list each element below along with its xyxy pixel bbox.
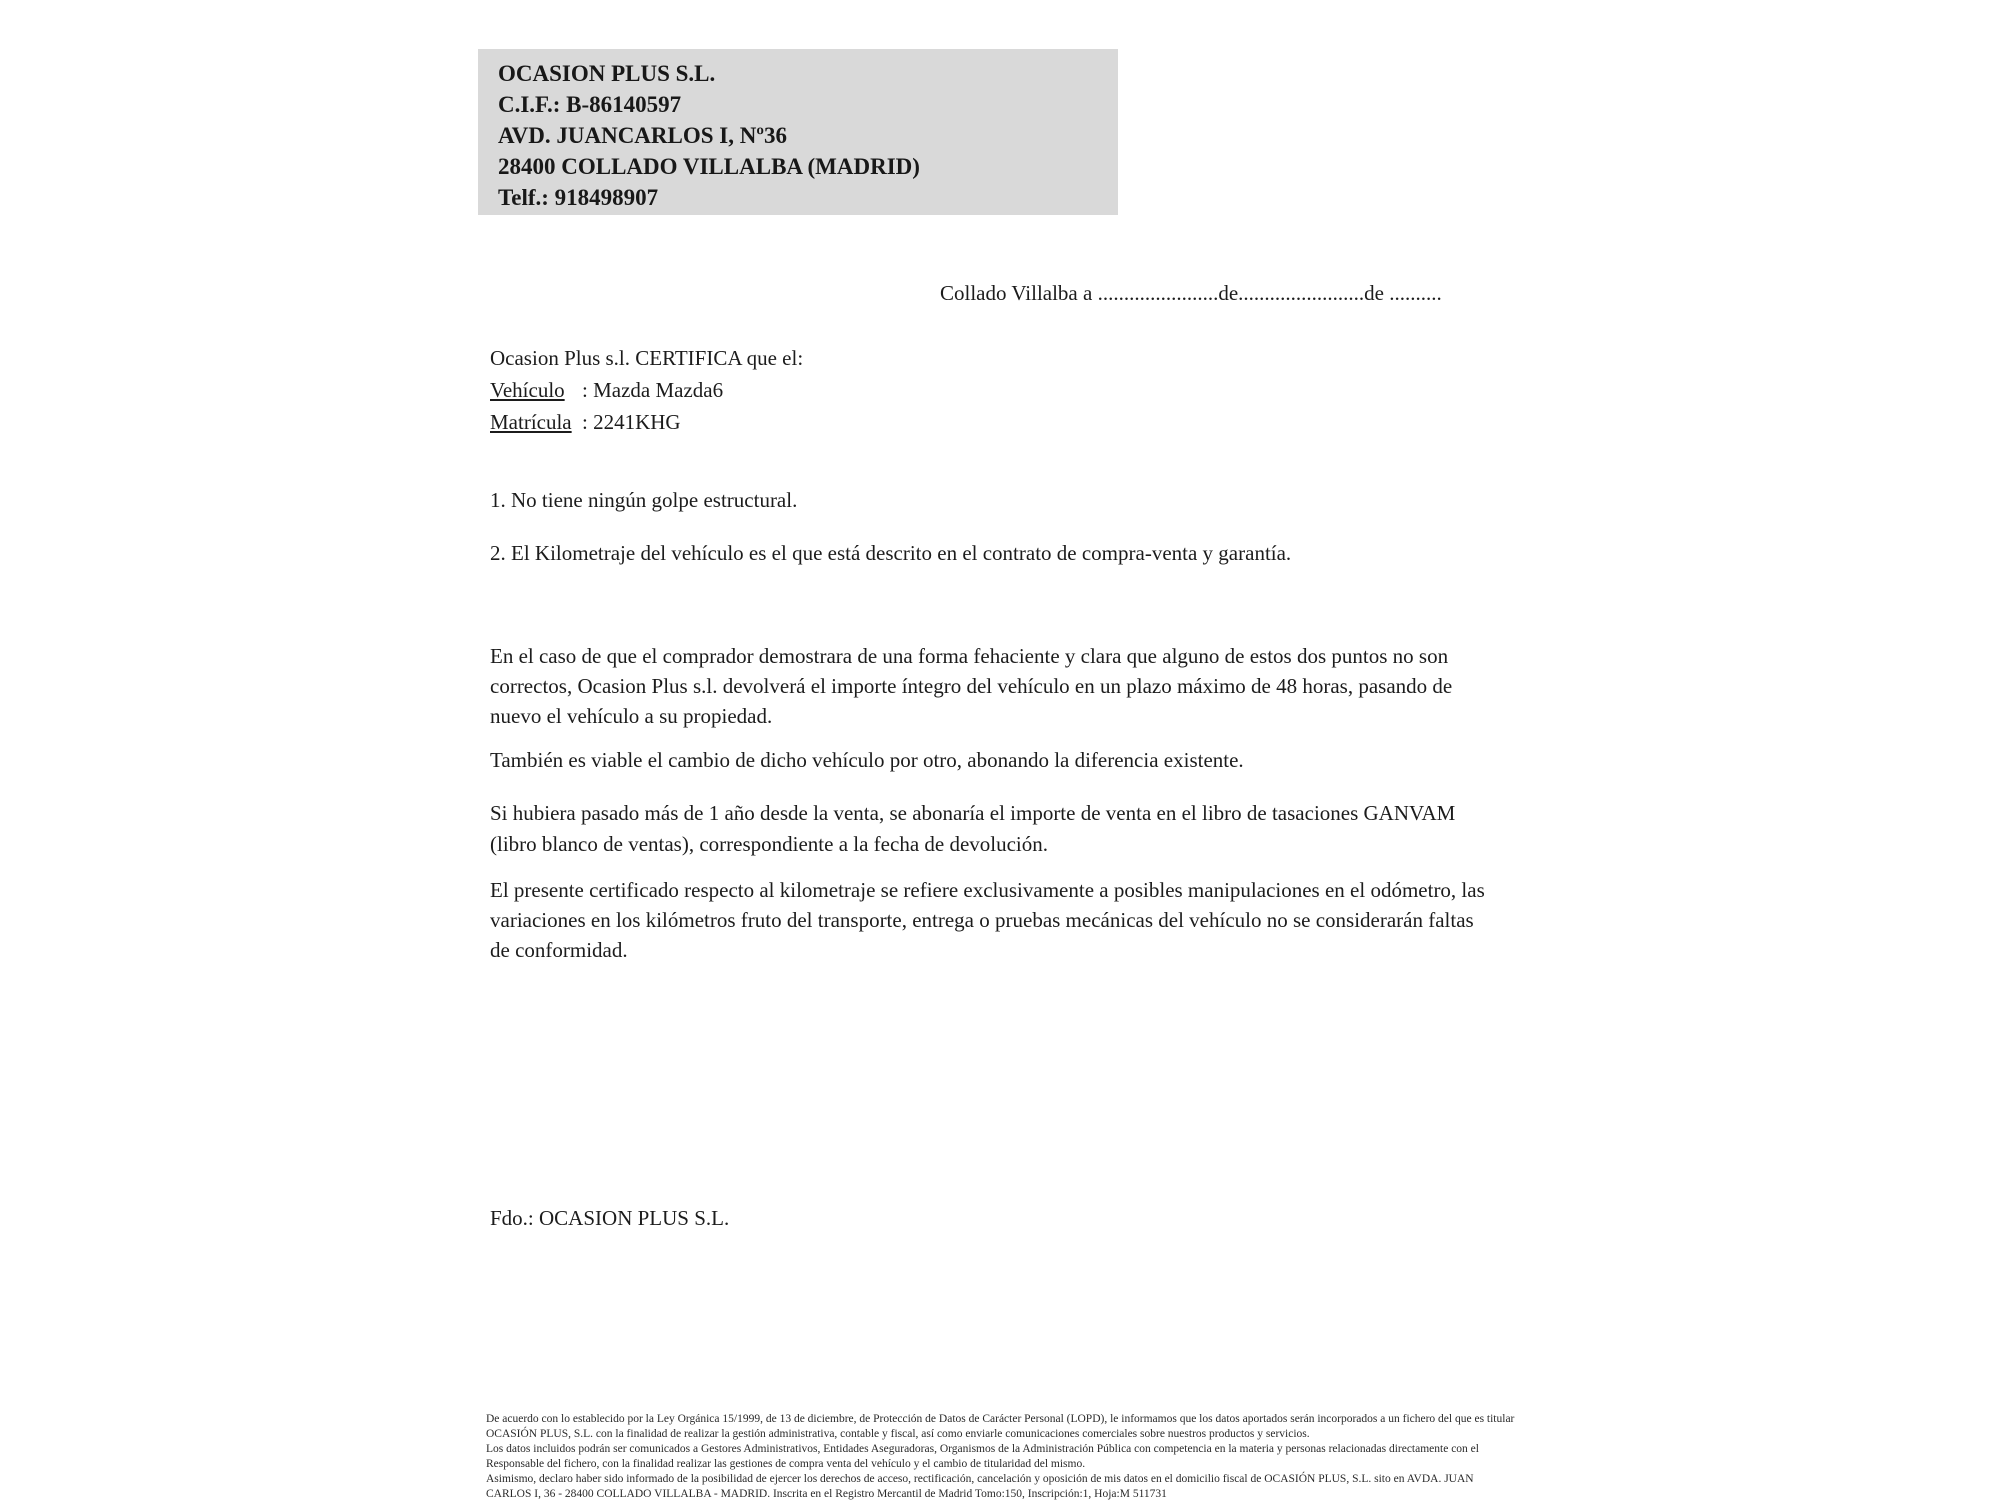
plate-row <box>490 406 803 438</box>
company-address: AVD. JUANCARLOS I, Nº36 <box>498 123 787 148</box>
paragraph-ganvam: Si hubiera pasado más de 1 año desde la venta, se abonaría el importe de venta en el libro de tasaciones GANVAM (libro blanco de ventas), correspondiente a la fecha de devolución. <box>490 801 1456 856</box>
legal-line-5: Asimismo, declaro haber sido informado de la posibilidad de ejercer los derechos de acceso, rectificación, cancelación y oposición de mis datos en el domicilio fiscal de OCASIÓN PLUS, S.L. sito en AVDA. JUAN <box>486 1473 1474 1485</box>
plate-label-wrap <box>490 406 582 438</box>
vehicle-row <box>490 374 803 406</box>
paragraph-exchange: También es viable el cambio de dicho vehículo por otro, abonando la diferencia existente. <box>490 748 1244 772</box>
vehicle-label: Vehículo <box>490 378 565 402</box>
legal-line-3: Los datos incluidos podrán ser comunicados a Gestores Administrativos, Entidades Aseguradoras, Organismos de la Administración Pública con competencia en la materia y personas relacionadas directamente con el <box>486 1443 1479 1455</box>
certify-intro: Ocasion Plus s.l. CERTIFICA que el: <box>490 346 804 370</box>
legal-footer <box>486 1412 1514 1500</box>
plate-label: Matrícula <box>490 410 572 434</box>
vehicle-label-wrap <box>490 374 582 406</box>
legal-line-4: Responsable del fichero, con la finalidad realizar las gestiones de compra venta del vehículo y el cambio de titularidad del mismo. <box>486 1458 1086 1470</box>
vehicle-value: : Mazda Mazda6 <box>582 378 724 402</box>
legal-line-6: CARLOS I, 36 - 28400 COLLADO VILLALBA - MADRID. Inscrita en el Registro Mercantil de Madrid Tomo:150, Inscripción:1, Hoja:M 511731 <box>486 1488 1167 1500</box>
point-1: 1. No tiene ningún golpe estructural. <box>490 488 798 512</box>
point-2: 2. El Kilometraje del vehículo es el que está descrito en el contrato de compra-venta y garantía. <box>490 541 1292 565</box>
date-fill-in-line: Collado Villalba a .......................de........................de .......... <box>940 281 1442 305</box>
paragraph-odometer: El presente certificado respecto al kilometraje se refiere exclusivamente a posibles manipulaciones en el odómetro, las variaciones en los kilómetros fruto del transporte, entrega o pruebas mecánicas del vehículo no se considerarán faltas de conformidad. <box>490 878 1485 962</box>
company-cif: C.I.F.: B-86140597 <box>498 92 682 117</box>
plate-value: : 2241KHG <box>582 410 681 434</box>
company-phone: Telf.: 918498907 <box>498 185 659 210</box>
company-name: OCASION PLUS S.L. <box>498 61 716 86</box>
signature-line: Fdo.: OCASION PLUS S.L. <box>490 1206 730 1230</box>
company-header-box <box>478 49 1118 215</box>
certification-block <box>490 342 803 438</box>
legal-line-2: OCASIÓN PLUS, S.L. con la finalidad de realizar la gestión administrativa, contable y fiscal, así como enviarle comunicaciones comerciales sobre nuestros productos y servicios. <box>486 1428 1310 1440</box>
paragraph-refund: En el caso de que el comprador demostrara de una forma fehaciente y clara que alguno de estos dos puntos no son correctos, Ocasion Plus s.l. devolverá el importe íntegro del vehículo en un plazo máximo de 48 horas, pasando de nuevo el vehículo a su propiedad. <box>490 644 1453 728</box>
company-city: 28400 COLLADO VILLALBA (MADRID) <box>498 154 920 179</box>
legal-line-1: De acuerdo con lo establecido por la Ley Orgánica 15/1999, de 13 de diciembre, de Protección de Datos de Carácter Personal (LOPD), le informamos que los datos aportados serán incorporados a un fichero del que es titular <box>486 1413 1515 1425</box>
